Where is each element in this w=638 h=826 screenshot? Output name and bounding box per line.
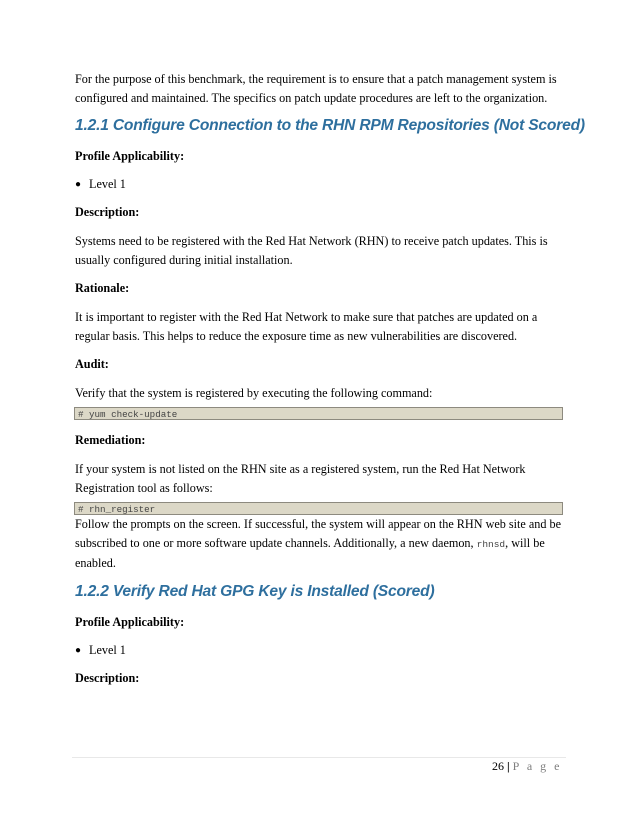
rationale-label: Rationale: bbox=[75, 281, 130, 295]
page-label: P a g e bbox=[512, 759, 562, 773]
section-heading-1-2-2: 1.2.2 Verify Red Hat GPG Key is Installed (Scored) bbox=[75, 583, 435, 600]
audit-code-block: # yum check-update bbox=[74, 407, 563, 420]
followup-text-after: , will be enabled. bbox=[75, 536, 545, 570]
audit-text: Verify that the system is registered by executing the following command: bbox=[75, 386, 433, 400]
footer-separator: | bbox=[506, 759, 510, 773]
profile-level-text-2: Level 1 bbox=[89, 643, 126, 657]
description-label: Description: bbox=[75, 205, 140, 219]
profile-level-item bbox=[75, 176, 567, 193]
intro-paragraph: For the purpose of this benchmark, the requirement is to ensure that a patch management system is configured and maintained. The specifics on patch update procedures are left to the organization. bbox=[75, 72, 557, 105]
rationale-text: It is important to register with the Red Hat Network to make sure that patches are updated on a regular basis. This helps to reduce the exposure time as new vulnerabilities are discovered. bbox=[75, 310, 538, 343]
footer-divider bbox=[72, 757, 566, 758]
remediation-text: If your system is not listed on the RHN site as a registered system, run the Red Hat Network Registration tool as follows: bbox=[75, 462, 526, 495]
followup-text-before: Follow the prompts on the screen. If successful, the system will appear on the RHN web site and be subscribed to one or more software update channels. Additionally, a new daemon, bbox=[75, 517, 562, 550]
profile-level-item-2 bbox=[75, 642, 567, 659]
audit-label: Audit: bbox=[75, 357, 109, 371]
document-page bbox=[75, 70, 585, 698]
page-number: 26 bbox=[491, 759, 504, 773]
page-footer bbox=[492, 759, 562, 774]
followup-text bbox=[75, 515, 567, 573]
bullet-icon: ● bbox=[75, 179, 82, 190]
profile-applicability-label-2: Profile Applicability: bbox=[75, 615, 185, 629]
profile-level-text: Level 1 bbox=[89, 177, 126, 191]
section-heading-1-2-1: 1.2.1 Configure Connection to the RHN RPM Repositories (Not Scored) bbox=[75, 117, 585, 134]
bullet-icon: ● bbox=[75, 645, 82, 656]
remediation-code-block: # rhn_register bbox=[74, 502, 563, 515]
description-text: Systems need to be registered with the Red Hat Network (RHN) to receive patch updates. This is usually configured during initial installation. bbox=[75, 234, 548, 267]
rhnsd-inline-code: rhnsd bbox=[476, 539, 506, 550]
description-label-2: Description: bbox=[75, 671, 140, 685]
remediation-label: Remediation: bbox=[75, 433, 146, 447]
profile-applicability-label: Profile Applicability: bbox=[75, 149, 185, 163]
